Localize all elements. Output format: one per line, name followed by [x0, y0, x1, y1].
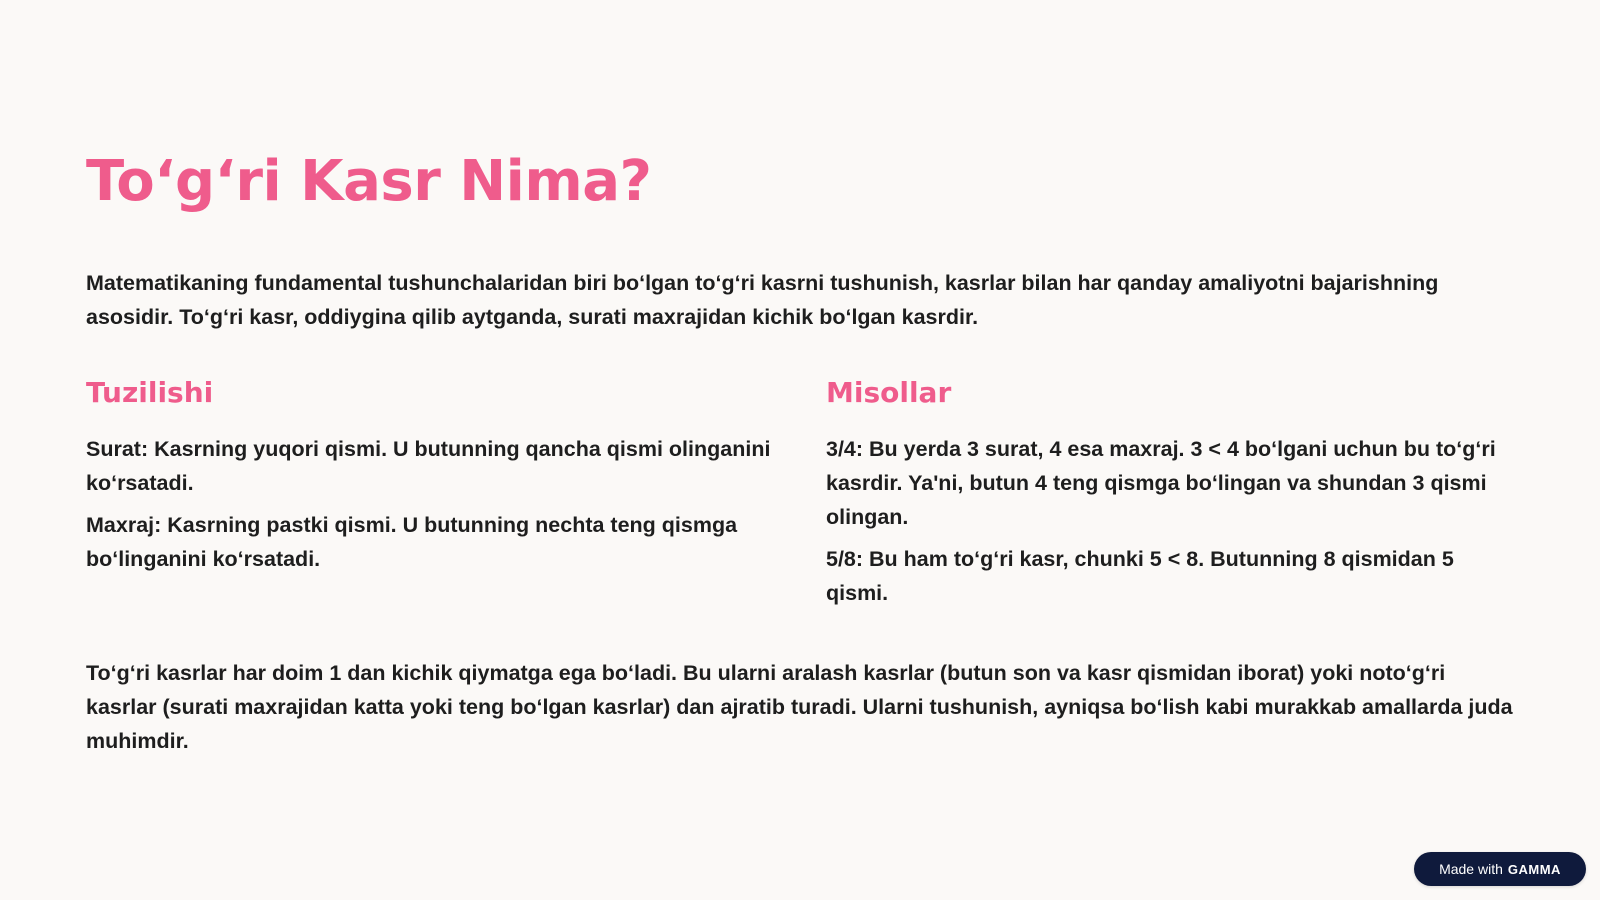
- two-column-section: [86, 376, 1514, 618]
- made-with-gamma-badge[interactable]: [1414, 852, 1586, 886]
- structure-column: [86, 376, 826, 618]
- intro-paragraph: Matematikaning fundamental tushunchalaridan biri bo‘lgan to‘g‘ri kasrni tushunish, kasrlar bilan har qanday amaliyotni bajarishning asosidir. To‘g‘ri kasr, oddiygina qilib aytganda, surati maxrajidan kichik bo‘lgan kasrdir.: [86, 271, 1439, 330]
- gamma-logo: GAMMA: [1507, 861, 1561, 877]
- example-five-eighths: 5/8: Bu ham to‘g‘ri kasr, chunki 5 < 8. Butunning 8 qismidan 5 qismi.: [826, 546, 1454, 605]
- conclusion-paragraph: To‘g‘ri kasrlar har doim 1 dan kichik qiymatga ega bo‘ladi. Bu ularni aralash kasrlar (butun son va kasr qismidan iborat) yoki noto‘g‘ri kasrlar (surati maxrajidan katta yoki teng bo‘lgan kasrlar) dan ajratib turadi. Ularni tushunish, ayniqsa bo‘lish kabi murakkab amallarda juda muhimdir.: [86, 660, 1513, 753]
- slide-content: [86, 150, 1514, 758]
- structure-heading: Tuzilishi: [86, 376, 214, 410]
- example-three-quarters: 3/4: Bu yerda 3 surat, 4 esa maxraj. 3 < 4 bo‘lgani uchun bu to‘g‘ri kasrdir. Ya'ni, butun 4 teng qismga bo‘lingan va shundan 3 qismi olingan.: [826, 436, 1496, 529]
- badge-made-with-label: Made with: [1439, 861, 1503, 877]
- numerator-paragraph: Surat: Kasrning yuqori qismi. U butunning qancha qismi olinganini ko‘rsatadi.: [86, 436, 771, 495]
- page-title: To‘g‘ri Kasr Nima?: [86, 149, 652, 214]
- examples-heading: Misollar: [826, 376, 952, 410]
- denominator-paragraph: Maxraj: Kasrning pastki qismi. U butunning nechta teng qismga bo‘linganini ko‘rsatadi.: [86, 512, 738, 571]
- examples-column: [826, 376, 1514, 618]
